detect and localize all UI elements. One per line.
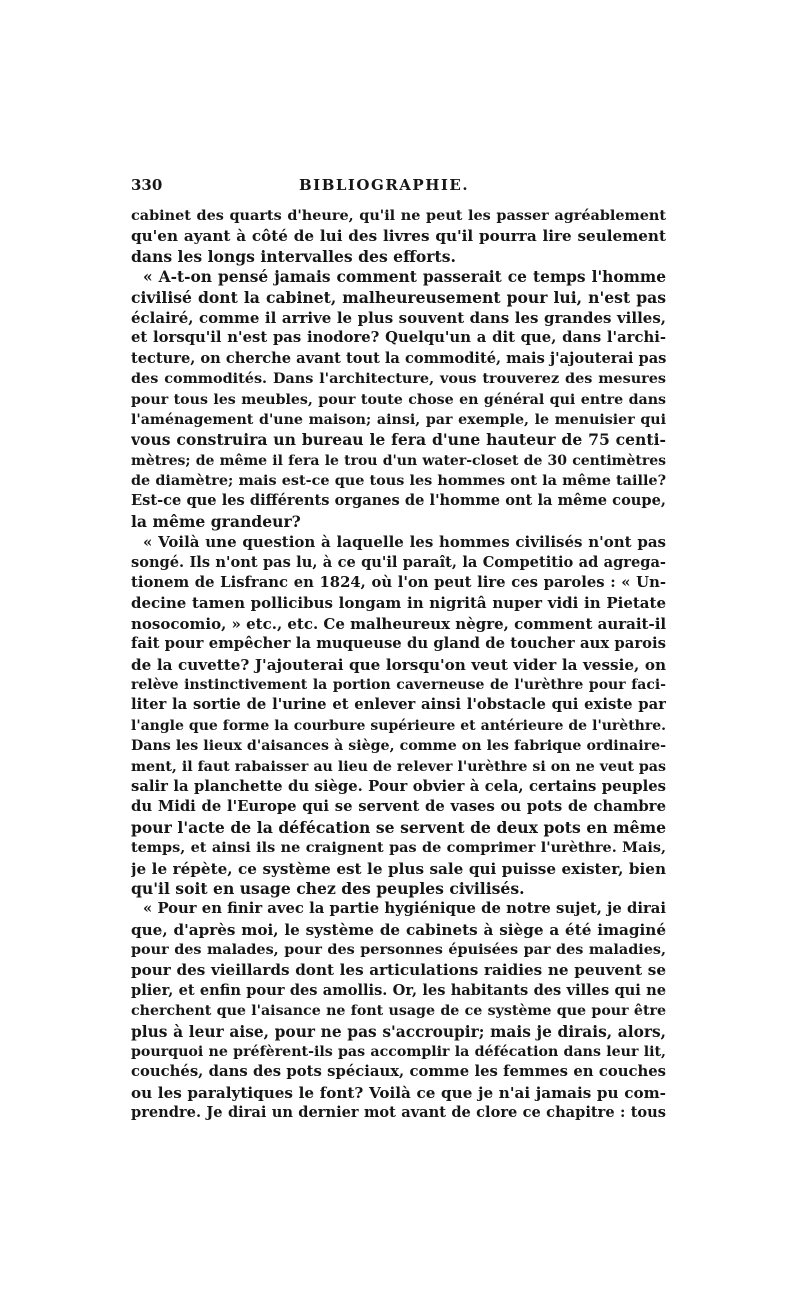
text-line: temps, et ainsi ils ne craignent pas de comprimer l'urèthre. Mais,	[131, 839, 666, 857]
text-line: plier, et enfin pour des amollis. Or, les habitants des villes qui ne	[131, 981, 666, 999]
running-title: BIBLIOGRAPHIE.	[299, 176, 470, 194]
text-line: pour des malades, pour des personnes épuisées par des maladies,	[131, 941, 666, 959]
text-line: pour des vieillards dont les articulations raidies ne peuvent se	[131, 961, 666, 980]
text-line: « Voilà une question à laquelle les hommes civilisés n'ont pas	[143, 533, 666, 552]
text-line: « A-t-on pensé jamais comment passerait ce temps l'homme	[143, 268, 666, 287]
text-line: relève instinctivement la portion caverneuse de l'urèthre pour faci-	[131, 676, 666, 693]
text-line: tionem de Lisfranc en 1824, où l'on peut lire ces paroles : « Un-	[131, 574, 666, 592]
text-line: dans les longs intervalles des efforts.	[131, 246, 456, 266]
text-line: pour tous les meubles, pour toute chose en général qui entre dans	[131, 391, 666, 408]
text-line: mètres; de même il fera le trou d'un water-closet de 30 centimètres	[131, 452, 666, 469]
page-number: 330	[131, 176, 163, 194]
text-line: Est-ce que les différents organes de l'homme ont la même coupe,	[131, 492, 666, 510]
text-line: de diamètre; mais est-ce que tous les hommes ont la même taille?	[131, 472, 666, 490]
text-line: « Pour en finir avec la partie hygiénique de notre sujet, je dirai	[143, 900, 666, 918]
text-line: pour l'acte de la défécation se servent de deux pots en même	[131, 817, 666, 837]
text-line: tecture, on cherche avant tout la commodité, mais j'ajouterai pas	[131, 349, 666, 367]
text-line: plus à leur aise, pour ne pas s'accroupir; mais je dirais, alors,	[131, 1022, 666, 1041]
text-line: l'aménagement d'une maison; ainsi, par exemple, le menuisier qui	[131, 411, 666, 428]
text-line: la même grandeur?	[131, 511, 301, 531]
text-line: qu'il soit en usage chez des peuples civilisés.	[131, 878, 525, 898]
text-line: Dans les lieux d'aisances à siège, comme on les fabrique ordinaire-	[131, 738, 666, 755]
text-line: je le répète, ce système est le plus sale qui puisse exister, bien	[131, 859, 666, 878]
text-line: liter la sortie de l'urine et enlever ainsi l'obstacle qui existe par	[131, 696, 666, 714]
text-line: et lorsqu'il n'est pas inodore? Quelqu'un a dit que, dans l'archi-	[131, 329, 666, 347]
text-line: que, d'après moi, le système de cabinets à siège a été imaginé	[131, 920, 666, 939]
text-line: ment, il faut rabaisser au lieu de relever l'urèthre si on ne veut pas	[131, 758, 666, 775]
running-head	[131, 176, 671, 200]
text-line: decine tamen pollicibus longam in nigritâ nuper vidi in Pietate	[131, 594, 666, 613]
text-line: l'angle que forme la courbure supérieure et antérieure de l'urèthre.	[131, 717, 666, 734]
text-line: couchés, dans des pots spéciaux, comme les femmes en couches	[131, 1063, 666, 1081]
text-line: du Midi de l'Europe qui se servent de vases ou pots de chambre	[131, 798, 666, 816]
text-line: éclairé, comme il arrive le plus souvent dans les grandes villes,	[131, 308, 666, 327]
text-line: songé. Ils n'ont pas lu, à ce qu'il paraît, la Competitio ad agrega-	[131, 553, 666, 571]
text-line: civilisé dont la cabinet, malheureusement pour lui, n'est pas	[131, 287, 666, 307]
body-text	[131, 206, 666, 1124]
text-line: vous construira un bureau le fera d'une hauteur de 75 centi-	[131, 430, 666, 450]
text-line: ou les paralytiques le font? Voilà ce que je n'ai jamais pu com-	[131, 1083, 666, 1102]
text-line: qu'en ayant à côté de lui des livres qu'il pourra lire seulement	[131, 227, 666, 246]
text-line: nosocomio, » etc., etc. Ce malheureux nègre, comment aurait-il	[131, 614, 666, 633]
text-line: cabinet des quarts d'heure, qu'il ne peut les passer agréablement	[131, 207, 666, 224]
text-line: des commodités. Dans l'architecture, vous trouverez des mesures	[131, 370, 666, 388]
text-line: pourquoi ne préfèrent-ils pas accomplir la défécation dans leur lit,	[131, 1044, 666, 1061]
text-line: cherchent que l'aisance ne font usage de ce système que pour être	[131, 1003, 666, 1020]
text-line: prendre. Je dirai un dernier mot avant de clore ce chapitre : tous	[131, 1104, 666, 1122]
text-line: salir la planchette du siège. Pour obvier à cela, certains peuples	[131, 777, 666, 795]
text-line: de la cuvette? J'ajouterai que lorsqu'on veut vider la vessie, on	[131, 655, 666, 674]
text-line: fait pour empêcher la muqueuse du gland de toucher aux parois	[131, 635, 666, 653]
